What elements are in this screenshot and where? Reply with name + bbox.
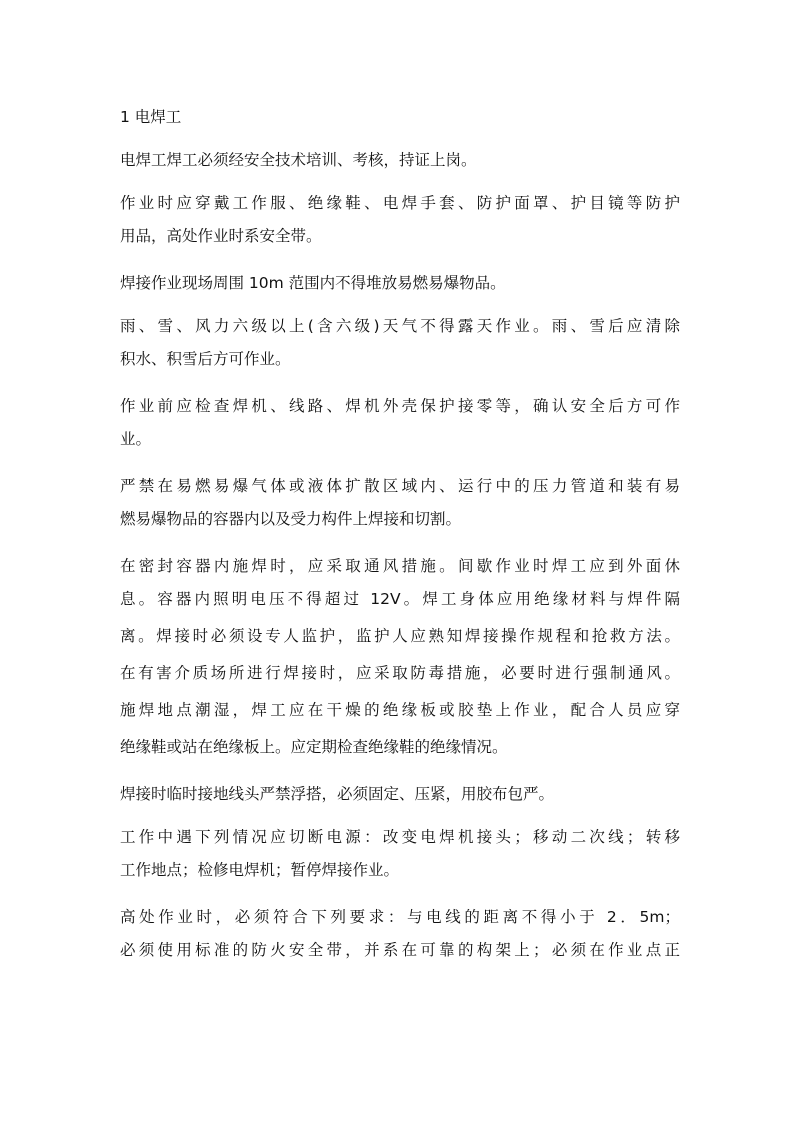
document-body	[120, 102, 680, 969]
paragraph	[120, 188, 680, 255]
text-line: 高处作业时，必须符合下列要求：与电线的距离不得小于 2．5m；	[120, 908, 680, 926]
text-line: 作业时应穿戴工作服、绝缘鞋、电焊手套、防护面罩、护目镜等防护	[120, 194, 680, 212]
text-line: 燃易爆物品的容器内以及受力构件上焊接和切割。	[120, 510, 462, 528]
paragraph	[120, 822, 680, 889]
paragraph	[120, 268, 680, 298]
text-line: 工作地点；检修电焊机；暂停焊接作业。	[120, 861, 400, 879]
text-line: 工作中遇下列情况应切断电源：改变电焊机接头；移动二次线；转移	[120, 828, 680, 846]
text-line: 在密封容器内施焊时，应采取通风措施。间歇作业时焊工应到外面休	[120, 557, 680, 575]
paragraph	[120, 779, 680, 809]
text-line: 离。焊接时必须设专人监护，监护人应熟知焊接操作规程和抢救方法。	[120, 627, 680, 645]
paragraph	[120, 551, 680, 766]
text-line: 业。	[120, 430, 152, 448]
text-line: 必须使用标准的防火安全带，并系在可靠的构架上；必须在作业点正	[120, 941, 680, 959]
text-line: 绝缘鞋或站在绝缘板上。应定期检查绝缘鞋的绝缘情况。	[120, 738, 508, 756]
paragraph	[120, 391, 680, 458]
text-line: 焊接时临时接地线头严禁浮搭，必须固定、压紧，用胶布包严。	[120, 785, 555, 803]
text-line: 作业前应检查焊机、线路、焊机外壳保护接零等，确认安全后方可作	[120, 397, 680, 415]
text-line: 电焊工焊工必须经安全技术培训、考核，持证上岗。	[120, 151, 477, 169]
text-line: 积水、积雪后方可作业。	[120, 350, 291, 368]
text-line: 息。容器内照明电压不得超过 12V。焊工身体应用绝缘材料与焊件隔	[120, 590, 680, 608]
paragraph	[120, 471, 680, 538]
section-heading: 1 电焊工	[120, 108, 182, 126]
paragraph	[120, 311, 680, 378]
paragraph	[120, 902, 680, 969]
text-line: 雨、雪、风力六级以上(含六级)天气不得露天作业。雨、雪后应清除	[120, 317, 680, 335]
text-line: 焊接作业现场周围 10m 范围内不得堆放易燃易爆物品。	[120, 274, 506, 292]
text-line: 严禁在易燃易爆气体或液体扩散区域内、运行中的压力管道和装有易	[120, 477, 680, 495]
text-line: 在有害介质场所进行焊接时，应采取防毒措施，必要时进行强制通风。	[120, 664, 680, 682]
paragraph	[120, 145, 680, 175]
text-line: 用品，高处作业时系安全带。	[120, 227, 322, 245]
text-line: 施焊地点潮湿，焊工应在干燥的绝缘板或胶垫上作业，配合人员应穿	[120, 701, 680, 719]
